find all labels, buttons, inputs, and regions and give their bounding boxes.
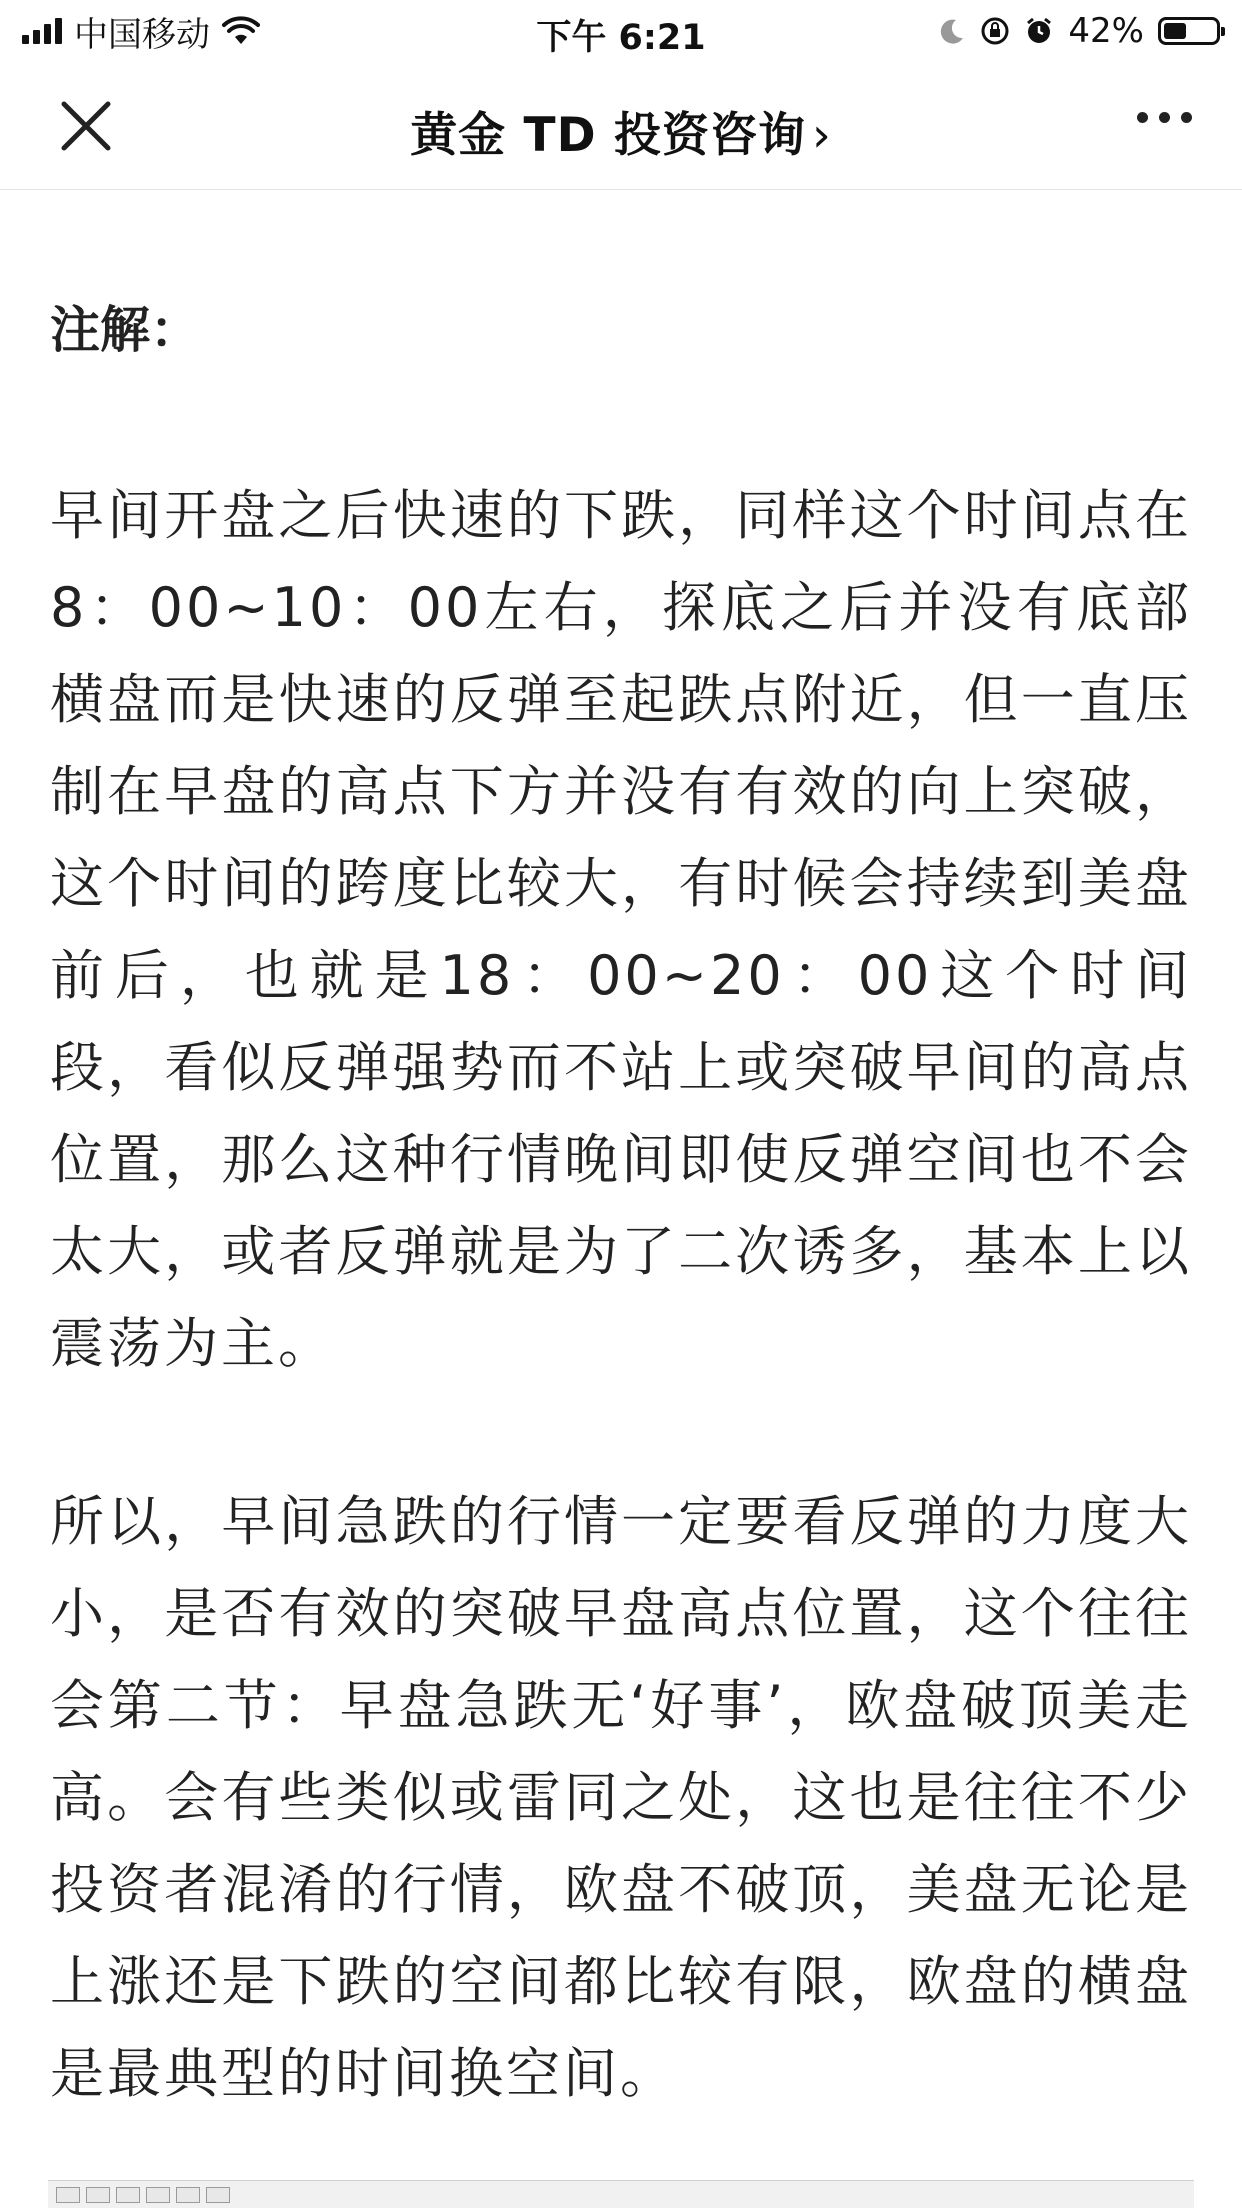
- status-bar: [0, 0, 1242, 62]
- embedded-image[interactable]: [48, 2180, 1194, 2208]
- status-time: 下午 6:21: [536, 18, 706, 58]
- account-title[interactable]: [0, 98, 1242, 165]
- carrier-label: 中国移动: [74, 14, 210, 55]
- paragraph: 所以，早间急跌的行情一定要看反弹的力度大小，是否有效的突破早盘高点位置，这个往往会第二节：早盘急跌无‘好事’，欧盘破顶美走高。会有些类似或雷同之处，这也是往往不少投资者混淆的行情，欧盘不破顶，美盘无论是上涨还是下跌的空间都比较有限，欧盘的横盘是最典型的时间换空间。: [50, 1490, 1192, 2105]
- battery-percent: 42%: [1068, 11, 1144, 51]
- section-heading: 注解：: [50, 301, 200, 359]
- account-title-text: 黄金 TD 投资咨询: [410, 108, 806, 163]
- nav-bar: [0, 62, 1242, 190]
- chevron-right-icon: ›: [812, 108, 832, 163]
- battery-icon: [1158, 17, 1220, 45]
- more-icon[interactable]: [1137, 112, 1192, 123]
- article-body: [50, 190, 1192, 2120]
- paragraph: 早间开盘之后快速的下跌，同样这个时间点在8：00~10：00左右，探底之后并没有底部横盘而是快速的反弹至起跌点附近，但一直压制在早盘的高点下方并没有有效的向上突破，这个时间的跨度比较大，有时候会持续到美盘前后，也就是18：00~20：00这个时间段，看似反弹强势而不站上或突破早间的高点位置，那么这种行情晚间即使反弹空间也不会太大，或者反弹就是为了二次诱多，基本上以震荡为主。: [50, 484, 1192, 1375]
